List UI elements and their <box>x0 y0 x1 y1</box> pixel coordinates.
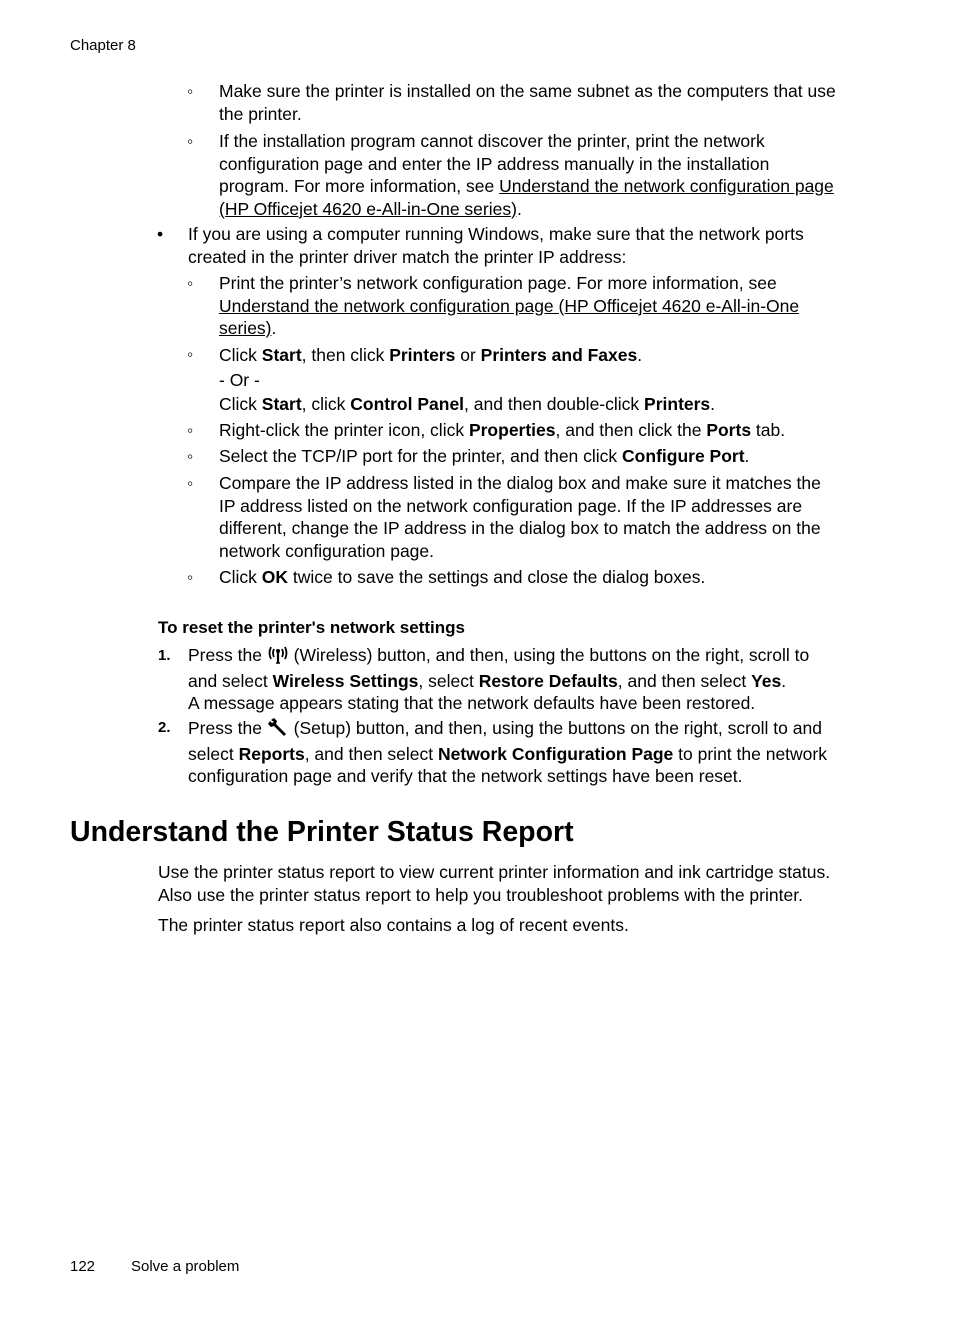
list-item-windows <box>188 223 804 268</box>
text-span: Click <box>219 345 262 365</box>
list-item-line: If you are using a computer running Windows, make sure that the network ports <box>188 224 804 244</box>
running-header-chapter: Chapter 8 <box>70 37 136 54</box>
step-line <box>188 717 827 743</box>
text-span: Click <box>219 394 262 414</box>
text-span: . <box>781 670 787 691</box>
ui-term: Printers <box>644 394 711 414</box>
list-item-line <box>219 445 749 468</box>
list-item-line <box>219 317 799 340</box>
ui-term: Wireless Settings <box>272 670 419 691</box>
text-span: and select <box>188 670 273 691</box>
list-item-line: If the installation program cannot discover the printer, print the network <box>219 131 765 151</box>
text-span: . <box>710 394 716 414</box>
sub-bullet-marker: ◦ <box>187 420 194 440</box>
ui-term: Control Panel <box>350 394 465 414</box>
ui-term: Restore Defaults <box>478 670 618 691</box>
ui-term: Yes <box>751 670 782 691</box>
list-item-line: network configuration page. <box>219 540 434 561</box>
step-2 <box>188 717 827 788</box>
text-span: , and then select <box>617 670 752 691</box>
paragraph-intro <box>158 861 830 906</box>
text-span: , then click <box>301 345 390 365</box>
wireless-icon <box>267 644 289 670</box>
procedure-heading: To reset the printer's network settings <box>158 618 465 637</box>
section-title: Understand the Printer Status Report <box>70 816 574 848</box>
text-span: twice to save the settings and close the dialog boxes. <box>288 567 706 587</box>
text-span: tab. <box>751 420 786 440</box>
list-item-line <box>219 343 715 368</box>
text-span: or <box>455 345 481 365</box>
list-item-line: created in the printer driver match the printer IP address: <box>188 246 627 267</box>
network-config-page-link-2-cont[interactable]: series) <box>219 318 272 338</box>
list-item-line: Make sure the printer is installed on the same subnet as the computers that use <box>219 81 836 101</box>
list-item-line: IP address listed on the network configuration page. If the IP addresses are <box>219 495 803 516</box>
sub-bullet-marker: ◦ <box>187 273 194 293</box>
list-item-line <box>219 175 834 198</box>
text-span: , click <box>301 394 351 414</box>
list-item-line: Print the printer’s network configuration page. For more information, see <box>219 273 777 293</box>
step-number: 2. <box>158 719 171 736</box>
list-item-line <box>219 392 715 417</box>
sub-bullet-marker: ◦ <box>187 131 194 151</box>
list-item-line <box>219 295 799 318</box>
text-span: Click <box>219 567 262 587</box>
ui-term: Start <box>261 394 302 414</box>
paragraph-line: Use the printer status report to view current printer information and ink cartridge status. <box>158 862 831 882</box>
page-number: 122 <box>70 1258 96 1275</box>
ui-term: Configure Port <box>622 446 745 466</box>
sub-bullet-marker: ◦ <box>187 344 194 364</box>
ui-term: Start <box>261 345 302 365</box>
text-span: to print the network <box>673 743 827 764</box>
step-line <box>188 644 809 670</box>
paragraph-log: The printer status report also contains a log of recent events. <box>158 915 629 935</box>
text-span: (Wireless) button, and then, using the buttons on the right, scroll to <box>288 645 810 665</box>
text-span: Select the TCP/IP port for the printer, and then click <box>219 446 623 466</box>
text-span: Right-click the printer icon, click <box>219 420 469 440</box>
sub-bullet-marker: ◦ <box>187 567 194 587</box>
ui-term: Properties <box>468 420 556 440</box>
text-span: (Setup) button, and then, using the buttons on the right, scroll to and <box>288 718 822 738</box>
ui-term: Ports <box>706 420 752 440</box>
wrench-icon <box>267 717 289 743</box>
sub-bullet-marker: ◦ <box>187 473 194 493</box>
network-config-page-link[interactable]: Understand the network configuration page <box>499 176 834 196</box>
list-item-click-start <box>219 343 715 417</box>
text-span: Press the <box>188 645 267 665</box>
paragraph-line: Also use the printer status report to help you troubleshoot problems with the printer. <box>158 884 803 905</box>
list-item-right-click <box>219 419 785 442</box>
list-item-line: Compare the IP address listed in the dialog box and make sure it matches the <box>219 473 821 493</box>
list-item-installation <box>219 130 834 220</box>
list-item-line: different, change the IP address in the dialog box to match the address on the <box>219 518 821 538</box>
ui-term: OK <box>261 567 289 587</box>
step-line <box>188 743 827 766</box>
text-span: select <box>188 743 239 764</box>
list-item-line <box>219 419 785 442</box>
network-config-page-link-2[interactable]: Understand the network configuration page (HP Officejet 4620 e-All-in-One <box>219 295 800 316</box>
step-line <box>188 670 809 693</box>
list-item-subnet <box>219 80 836 125</box>
list-item-select-port <box>219 445 749 468</box>
text-span: . <box>516 198 522 219</box>
network-config-page-link-cont[interactable]: (HP Officejet 4620 e-All-in-One series) <box>219 198 517 219</box>
text-span: , and then select <box>304 743 438 764</box>
text-span: , and then click the <box>555 420 707 440</box>
list-item-compare-ip <box>219 472 821 562</box>
footer-section: Solve a problem <box>131 1258 240 1275</box>
step-number: 1. <box>158 647 171 664</box>
list-item-line: configuration page and enter the IP address manually in the installation <box>219 153 770 174</box>
list-item-line <box>219 198 834 221</box>
list-item-click-ok <box>219 566 705 589</box>
text-span: , and then double-click <box>464 394 645 414</box>
list-item-print-config <box>219 272 799 340</box>
text-span: program. For more information, see <box>219 176 500 196</box>
bullet-marker: • <box>157 224 164 244</box>
text-span: . <box>744 446 750 466</box>
list-item-line <box>219 566 705 589</box>
sub-bullet-marker: ◦ <box>187 446 194 466</box>
list-item-line: the printer. <box>219 103 302 124</box>
step-1 <box>188 644 809 715</box>
ui-term: Reports <box>238 743 305 764</box>
ui-term: Network Configuration Page <box>438 743 674 764</box>
ui-term: Printers and Faxes <box>480 345 638 365</box>
text-span: . <box>637 345 643 365</box>
ui-term: Printers <box>389 345 456 365</box>
list-item-line: - Or - <box>219 369 260 390</box>
sub-bullet-marker: ◦ <box>187 81 194 101</box>
text-span: . <box>271 318 277 338</box>
text-span: , select <box>418 670 479 691</box>
step-line: configuration page and verify that the network settings have been reset. <box>188 766 743 786</box>
step-line: A message appears stating that the network defaults have been restored. <box>188 693 756 713</box>
text-span: Press the <box>188 718 267 738</box>
